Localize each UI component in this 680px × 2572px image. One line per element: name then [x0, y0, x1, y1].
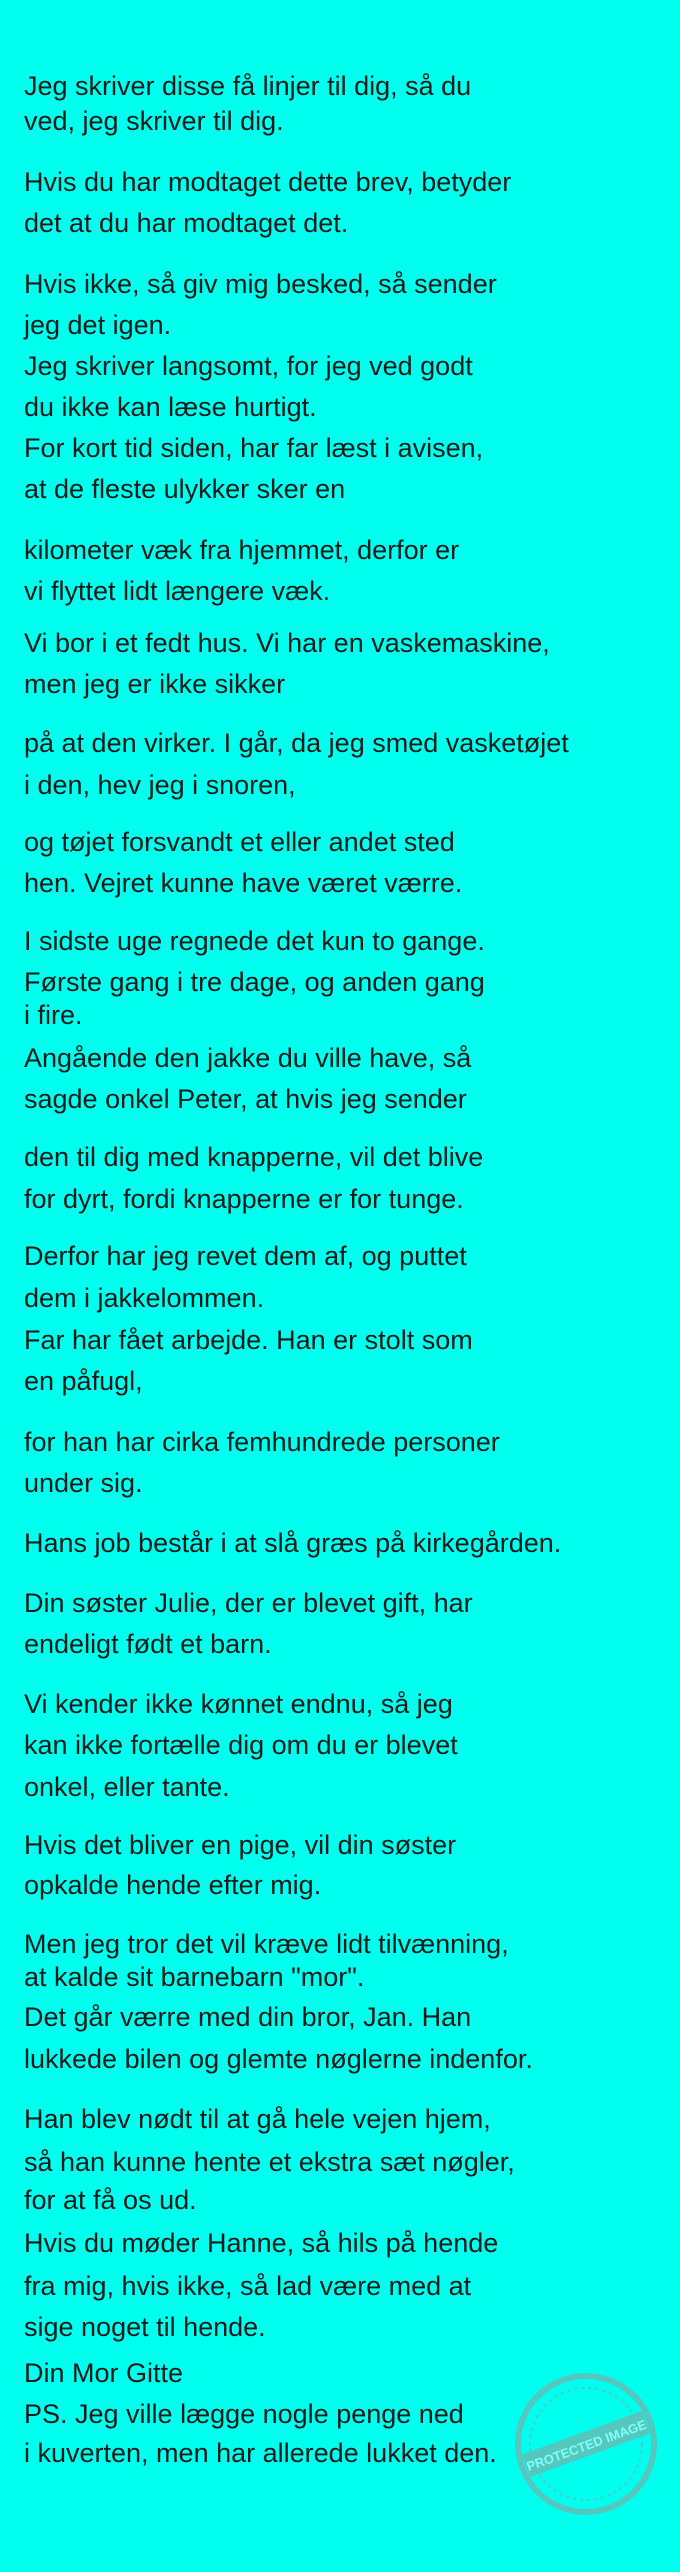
letter-line: Jeg skriver langsomt, for jeg ved godt [24, 351, 473, 381]
letter-line: Angående den jakke du ville have, så [24, 1043, 472, 1073]
letter-line: endeligt født et barn. [24, 1629, 272, 1659]
letter-line: på at den virker. I går, da jeg smed vasketøjet [24, 728, 569, 758]
letter-line: i den, hev jeg i snoren, [24, 770, 296, 800]
letter-line: for at få os ud. [24, 2185, 197, 2215]
letter-line: i fire. [24, 1000, 83, 1030]
letter-line: under sig. [24, 1468, 143, 1498]
letter-line: Første gang i tre dage, og anden gang [24, 967, 485, 997]
letter-line: ved, jeg skriver til dig. [24, 106, 284, 136]
letter-line: fra mig, hvis ikke, så lad være med at [24, 2271, 472, 2301]
letter-line: Vi bor i et fedt hus. Vi har en vaskemaskine, [24, 628, 550, 658]
letter-line: så han kunne hente et ekstra sæt nøgler, [24, 2147, 515, 2177]
letter-line: Hans job består i at slå græs på kirkegården. [24, 1528, 562, 1558]
letter-line: For kort tid siden, har far læst i avisen, [24, 433, 484, 463]
letter-line: Din søster Julie, der er blevet gift, har [24, 1588, 473, 1618]
letter-line: jeg det igen. [24, 310, 172, 340]
letter-line: for dyrt, fordi knapperne er for tunge. [24, 1184, 464, 1214]
letter-line: kilometer væk fra hjemmet, derfor er [24, 535, 460, 565]
letter-line: en påfugl, [24, 1366, 143, 1396]
letter-line: kan ikke fortælle dig om du er blevet [24, 1730, 458, 1760]
protected-image-watermark [512, 2370, 660, 2518]
letter-line: Det går værre med din bror, Jan. Han [24, 2002, 472, 2032]
letter-line: sige noget til hende. [24, 2312, 266, 2342]
letter-line: at de fleste ulykker sker en [24, 474, 346, 504]
letter-line: I sidste uge regnede det kun to gange. [24, 926, 485, 956]
letter-line: og tøjet forsvandt et eller andet sted [24, 827, 455, 857]
letter-line: i kuverten, men har allerede lukket den. [24, 2438, 497, 2468]
letter-line: at kalde sit barnebarn "mor". [24, 1962, 365, 1992]
letter-line: Men jeg tror det vil kræve lidt tilvænning, [24, 1929, 509, 1959]
letter-line: Vi kender ikke kønnet endnu, så jeg [24, 1689, 453, 1719]
letter-line: du ikke kan læse hurtigt. [24, 392, 317, 422]
letter-line: Far har fået arbejde. Han er stolt som [24, 1325, 473, 1355]
letter-line: Hvis det bliver en pige, vil din søster [24, 1830, 457, 1860]
watermark-label: PROTECTED IMAGE [524, 2416, 649, 2475]
letter-line: onkel, eller tante. [24, 1772, 230, 1802]
letter-line: Hvis du møder Hanne, så hils på hende [24, 2228, 499, 2258]
letter-line: Han blev nødt til at gå hele vejen hjem, [24, 2104, 491, 2134]
letter-line: Hvis du har modtaget dette brev, betyder [24, 167, 512, 197]
letter-line: Derfor har jeg revet dem af, og puttet [24, 1241, 467, 1271]
letter-line: lukkede bilen og glemte nøglerne indenfor. [24, 2044, 533, 2074]
letter-line: opkalde hende efter mig. [24, 1870, 322, 1900]
letter-line: PS. Jeg ville lægge nogle penge ned [24, 2399, 464, 2429]
letter-line: den til dig med knapperne, vil det blive [24, 1142, 484, 1172]
letter-line: det at du har modtaget det. [24, 208, 349, 238]
letter-line: Din Mor Gitte [24, 2358, 184, 2388]
letter-line: vi flyttet lidt længere væk. [24, 576, 331, 606]
letter-line: hen. Vejret kunne have været værre. [24, 868, 463, 898]
letter-line: Hvis ikke, så giv mig besked, så sender [24, 269, 497, 299]
letter-line: for han har cirka femhundrede personer [24, 1427, 500, 1457]
letter-line: dem i jakkelommen. [24, 1283, 265, 1313]
letter-line: men jeg er ikke sikker [24, 669, 286, 699]
letter-line: sagde onkel Peter, at hvis jeg sender [24, 1084, 467, 1114]
letter-line: Jeg skriver disse få linjer til dig, så du [24, 71, 472, 101]
